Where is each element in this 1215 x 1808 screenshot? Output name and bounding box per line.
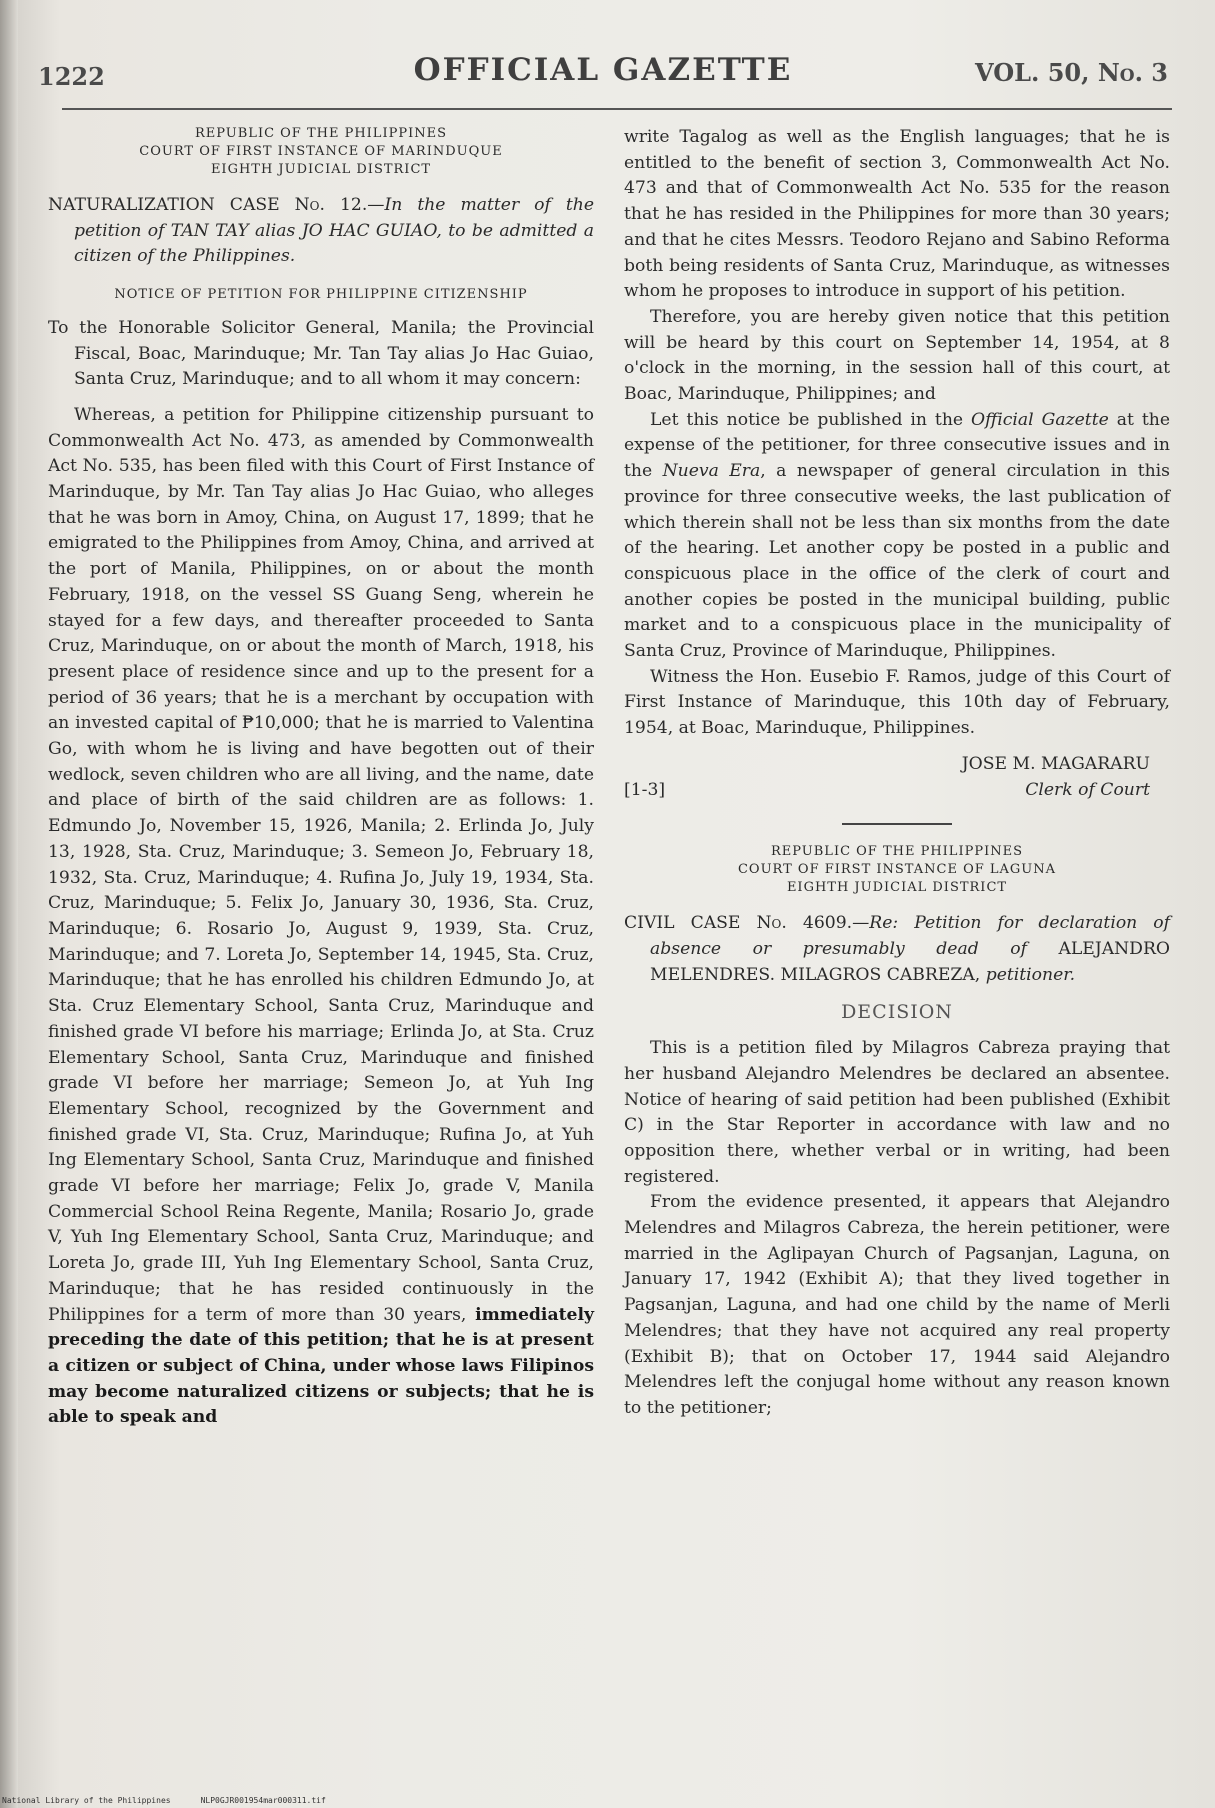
continuation-paragraph: write Tagalog as well as the English languages; that he is entitled to the benefit of section 3, Commonwealth Act No. 473 and that of Commonwealth Act No. 535 for the reason that he has resided in the Philippines for more than 30 years; and that he cites Messrs. Teodoro Rejano and Sabino Reforma both being residents of Santa Cruz, Marinduque, as witnesses whom he proposes to introduce in support of his petition. xyxy=(624,127,1170,302)
publication-text: , a newspaper of general circulation in this province for three consecutive weeks, the last publication of which therein shall not be less than six months from the date of the hearing. Let another copy be posted in a public and conspicuous place in the office of the clerk of court and another copies be posted in the municipal building, public market and to a conspicuous place in the municipality of Santa Cruz, Province of Marinduque, Philippines. xyxy=(624,461,1170,662)
library-credit: National Library of the Philippines xyxy=(2,1796,171,1805)
scan-filename: NLP0GJR001954mar000311.tif xyxy=(200,1796,326,1805)
case-matter: —In the matter of the petition of TAN TAY alias JO HAC GUIAO, to be admitted a citizen of the Philippines. xyxy=(74,195,594,267)
petition-body xyxy=(48,403,594,1431)
absentee-name: ALEJANDRO MELENDRES. xyxy=(650,938,1170,985)
court-line: EIGHTH JUDICIAL DISTRICT xyxy=(786,880,1008,896)
book-spine-shadow xyxy=(0,0,18,1808)
publication-title: OFFICIAL GAZETTE xyxy=(413,52,793,88)
case-caption xyxy=(624,911,1170,988)
page-number: 1222 xyxy=(38,62,105,91)
case-matter: —Re: Petition for declaration of absence or presumably dead of xyxy=(650,913,1170,959)
court-line: REPUBLIC OF THE PHILIPPINES xyxy=(771,844,1023,860)
publication-paragraph xyxy=(624,408,1170,665)
publication-text: at the expense of the petitioner, for three consecutive issues and in the xyxy=(624,409,1170,482)
witness-paragraph: Witness the Hon. Eusebio F. Ramos, judge of this Court of First Instance of Marinduque, this 10th day of February, 1954, at Boac, Marinduque, Philippines. xyxy=(624,666,1170,739)
decision-paragraph: From the evidence presented, it appears that Alejandro Melendres and Milagros Cabreza, the herein petitioner, were married in the Aglipayan Church of Pagsanjan, Laguna, on January 17, 1942 (Exhibit A); that they lived together in Pagsanjan, Laguna, and had one child by the name of Merli Melendres; that they have not acquired any real property (Exhibit B); that on October 17, 1944 said Alejandro Melendres left the conjugal home without any reason known to the petitioner; xyxy=(624,1192,1170,1418)
decision-paragraph: This is a petition filed by Milagros Cabreza praying that her husband Alejandro Melendres be declared an absentee. Notice of hearing of said petition had been published (Exhibit C) in the Star Reporter in accordance with law and no opposition there, whether verbal or in writing, had been registered. xyxy=(624,1038,1170,1187)
issue-bracket: [1-3] xyxy=(624,779,666,800)
petitioner-name: MILAGROS CABREZA, xyxy=(775,964,986,985)
page-header xyxy=(38,52,1168,102)
newspaper-name: Nueva Era xyxy=(662,461,761,482)
petition-body-dark-text: immediately preceding the date of this petition; that he is at present a citizen or subject of China, under whose laws Filipinos may become naturalized citizens or subjects; that he is able to speak and xyxy=(48,1304,594,1428)
signature-row xyxy=(624,778,1150,804)
decision-heading: DECISION xyxy=(841,1001,953,1024)
court-line: REPUBLIC OF THE PHILIPPINES xyxy=(195,126,447,141)
addressee-paragraph: To the Honorable Solicitor General, Manila; the Provincial Fiscal, Boac, Marinduque; Mr. Tan Tay alias Jo Hac Guiao, Santa Cruz, Marinduque; and to all whom it may concern: xyxy=(48,317,594,390)
scan-footer xyxy=(2,1796,356,1805)
signatory-name: JOSE M. MAGARARU xyxy=(961,753,1150,774)
signatory-title: Clerk of Court xyxy=(1025,779,1150,800)
court-line: COURT OF FIRST INSTANCE OF MARINDUQUE xyxy=(139,144,503,159)
volume-number: VOL. 50, No. 3 xyxy=(975,58,1168,87)
court-line: EIGHTH JUDICIAL DISTRICT xyxy=(210,162,432,177)
case-label: CIVIL CASE No. 4609. xyxy=(624,913,853,934)
gazette-name: Official Gazette xyxy=(971,409,1109,430)
court-line: COURT OF FIRST INSTANCE OF LAGUNA xyxy=(737,862,1057,878)
header-rule xyxy=(62,108,1172,110)
therefore-paragraph: Therefore, you are hereby given notice that this petition will be heard by this court on September 14, 1954, at 8 o'clock in the morning, in the session hall of this court, at Boac, Marinduque, Philippines; and xyxy=(624,306,1170,405)
case-label: NATURALIZATION CASE No. 12. xyxy=(48,195,368,215)
petition-body-text: Whereas, a petition for Philippine citizenship pursuant to Commonwealth Act No. 473, as amended by Commonwealth Act No. 535, has been filed with this Court of First Instance of Marinduque, by Mr. Tan Tay alias Jo Hac Guiao, who alleges that he was born in Amoy, China, on August 17, 1899; that he emigrated to the Philippines from Amoy, China, and arrived at the port of Manila, Philippines, on or about the month February, 1918, on the vessel SS Guang Seng, wherein he stayed for a few days, and thereafter proceeded to Santa Cruz, Marinduque, on or about the month of March, 1918, his present place of residence since and up to the present for a period of 36 years; that he is a merchant by occupation with an invested capital of ₱10,000; that he is married to Valentina Go, with whom he is living and have begotten out of their wedlock, seven children who are all living, and the name, date and place of birth of the said children are as follows: 1. Edmundo Jo, November 15, 1926, Manila; 2. Erlinda Jo, July 13, 1928, Sta. Cruz, Marinduque; 3. Semeon Jo, February 18, 1932, Sta. Cruz, Marinduque; 4. Rufina Jo, July 19, 1934, Sta. Cruz, Marinduque; 5. Felix Jo, January 30, 1936, Sta. Cruz, Marinduque; 6. Rosario Jo, August 9, 1939, Sta. Cruz, Marinduque; and 7. Loreta Jo, September 14, 1945, Sta. Cruz, Marinduque; that he has enrolled his children Edmundo Jo, at Sta. Cruz Elementary School, Santa Cruz, Marinduque and finished grade VI before his marriage; Erlinda Jo, at Sta. Cruz Elementary School, Santa Cruz, Marinduque and finished grade VI before her marriage; Semeon Jo, at Yuh Ing Elementary School, recognized by the Government and finished grade VI, Sta. Cruz, Marinduque; Rufina Jo, at Yuh Ing Elementary School, Santa Cruz, Marinduque and finished grade VI before her marriage; Felix Jo, grade V, Manila Commercial School Reina Regente, Manila; Rosario Jo, grade V, Yuh Ing Elementary School, Santa Cruz, Marinduque; and Loreta Jo, grade III, Yuh Ing Elementary School, Santa Cruz, Marinduque; that he has resided continuously in the Philippines for a term of more than 30 years, xyxy=(48,404,594,1325)
section-divider xyxy=(842,823,952,825)
publication-text: Let this notice be published in the xyxy=(650,409,972,430)
left-column xyxy=(48,125,594,1431)
right-column xyxy=(624,125,1170,1422)
notice-heading: NOTICE OF PETITION FOR PHILIPPINE CITIZENSHIP xyxy=(114,287,528,303)
case-caption xyxy=(48,193,594,270)
petitioner-role: petitioner. xyxy=(985,964,1076,985)
